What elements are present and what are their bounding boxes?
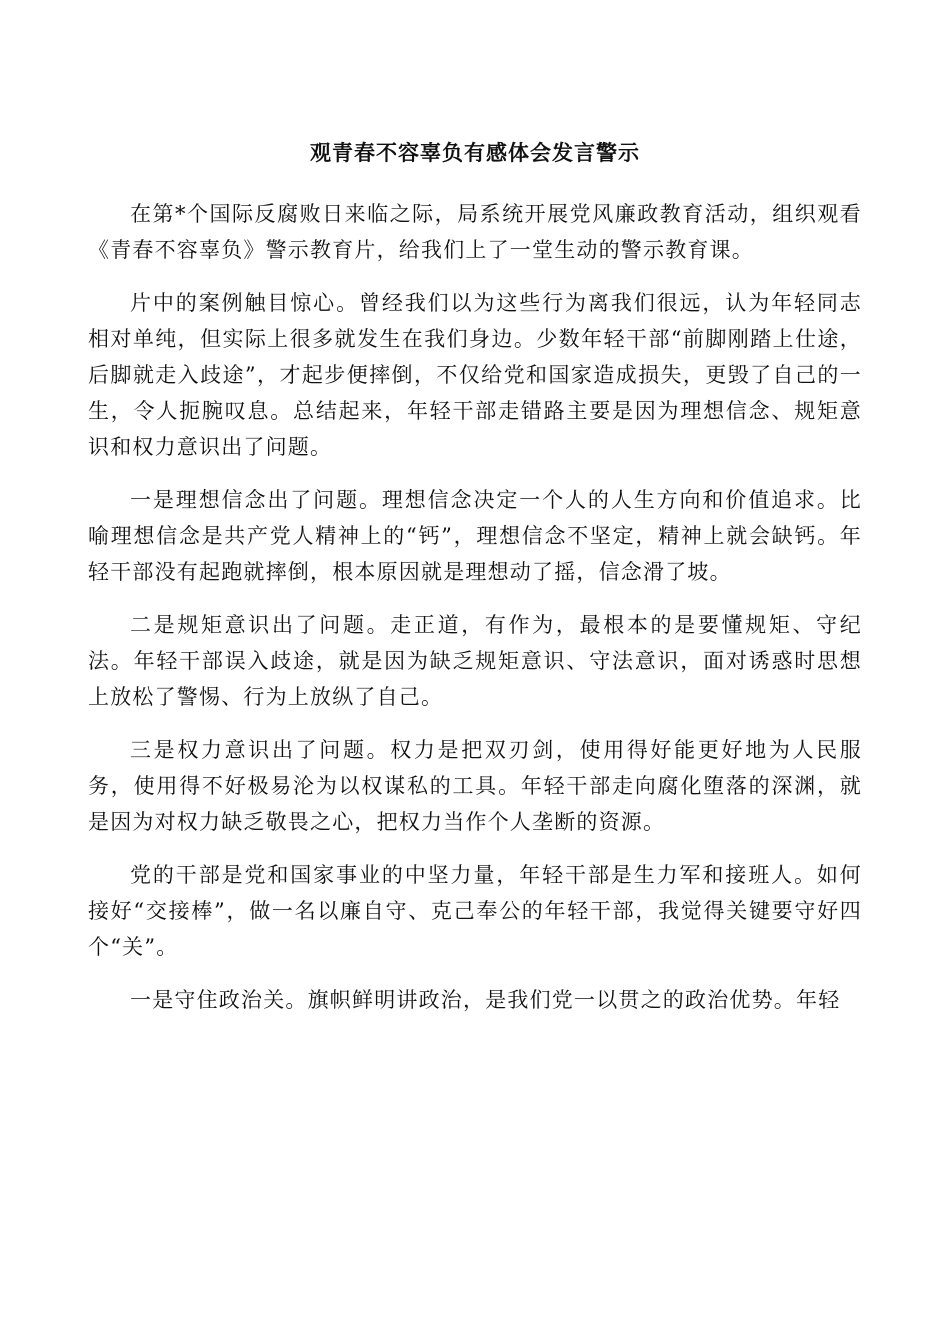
paragraph: 党的干部是党和国家事业的中坚力量，年轻干部是生力军和接班人。如何接好“交接棒”，做一名以廉自守、克己奉公的年轻干部，我觉得关键要守好四个“关”。 bbox=[88, 863, 862, 959]
document-body bbox=[88, 196, 862, 1035]
paragraph: 片中的案例触目惊心。曾经我们以为这些行为离我们很远，认为年轻同志相对单纯，但实际上很多就发生在我们身边。少数年轻干部“前脚刚踏上仕途，后脚就走入歧途”，才起步便摔倒，不仅给党和国家造成损失，更毁了自己的一生，令人扼腕叹息。总结起来，年轻干部走错路主要是因为理想信念、规矩意识和权力意识出了问题。 bbox=[88, 291, 862, 459]
paragraph: 二是规矩意识出了问题。走正道，有作为，最根本的是要懂规矩、守纪法。年轻干部误入歧途，就是因为缺乏规矩意识、守法意识，面对诱惑时思想上放松了警惕、行为上放纵了自己。 bbox=[88, 613, 862, 709]
paragraph: 在第*个国际反腐败日来临之际，局系统开展党风廉政教育活动，组织观看《青春不容辜负》警示教育片，给我们上了一堂生动的警示教育课。 bbox=[88, 202, 862, 262]
document-title: 观青春不容辜负有感体会发言警示 bbox=[310, 140, 640, 165]
paragraph: 三是权力意识出了问题。权力是把双刃剑，使用得好能更好地为人民服务，使用得不好极易沦为以权谋私的工具。年轻干部走向腐化堕落的深渊，就是因为对权力缺乏敬畏之心，把权力当作个人垄断的资源。 bbox=[88, 738, 862, 834]
paragraph: 一是守住政治关。旗帜鲜明讲政治，是我们党一以贯之的政治优势。年轻 bbox=[130, 988, 841, 1012]
paragraph: 一是理想信念出了问题。理想信念决定一个人的人生方向和价值追求。比喻理想信念是共产党人精神上的“钙”，理想信念不坚定，精神上就会缺钙。年轻干部没有起跑就摔倒，根本原因就是理想动了摇，信念滑了坡。 bbox=[88, 488, 862, 584]
